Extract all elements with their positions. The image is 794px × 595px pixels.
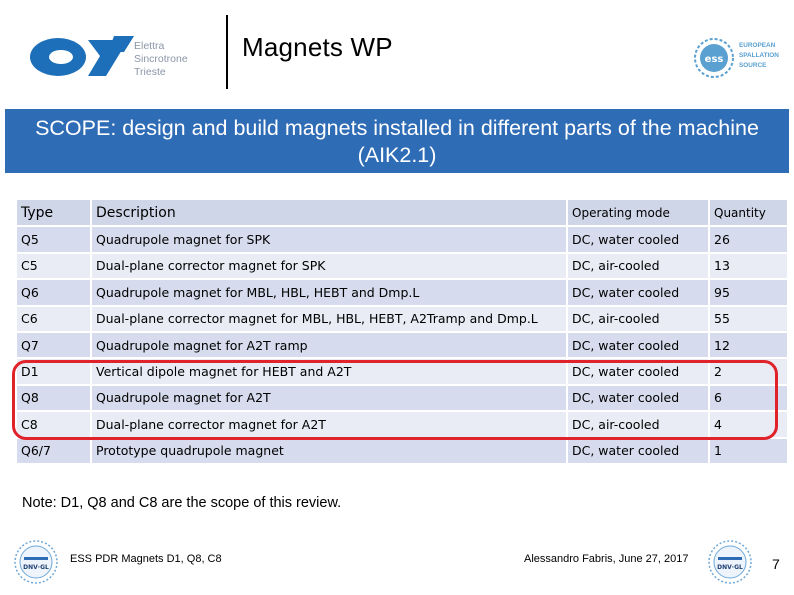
cell-quantity: 12 xyxy=(709,332,787,358)
cell-description: Quadrupole magnet for A2T ramp xyxy=(91,332,567,358)
ess-logo-mark-text: ess xyxy=(704,54,724,65)
cell-operating-mode: DC, air-cooled xyxy=(567,253,709,279)
cell-operating-mode: DC, air-cooled xyxy=(567,306,709,332)
elettra-logo-mark-icon xyxy=(28,32,146,82)
ess-logo-text xyxy=(739,41,779,71)
cell-quantity: 26 xyxy=(709,226,787,252)
cell-type: C5 xyxy=(17,253,91,279)
table-row xyxy=(17,306,787,332)
footer-left-text: ESS PDR Magnets D1, Q8, C8 xyxy=(70,553,222,565)
dnv-gl-logo-icon xyxy=(707,539,753,585)
footer-right-text: Alessandro Fabris, June 27, 2017 xyxy=(524,553,689,565)
cell-description: Vertical dipole magnet for HEBT and A2T xyxy=(91,358,567,384)
cell-type: Q5 xyxy=(17,226,91,252)
table-row xyxy=(17,226,787,252)
cell-quantity: 1 xyxy=(709,438,787,464)
cell-type: D1 xyxy=(17,358,91,384)
cell-quantity: 55 xyxy=(709,306,787,332)
dnv-gl-logo-text: DNV·GL xyxy=(717,564,743,571)
cell-operating-mode: DC, water cooled xyxy=(567,385,709,411)
ess-logo-line: EUROPEAN xyxy=(739,42,776,49)
cell-quantity: 2 xyxy=(709,358,787,384)
cell-description: Quadrupole magnet for SPK xyxy=(91,226,567,252)
dnv-gl-logo-icon xyxy=(13,539,59,585)
cell-description: Dual-plane corrector magnet for A2T xyxy=(91,411,567,437)
cell-description: Quadrupole magnet for MBL, HBL, HEBT and Dmp.L xyxy=(91,279,567,305)
elettra-logo-text xyxy=(134,40,188,79)
table-row xyxy=(17,332,787,358)
ess-logo xyxy=(693,36,789,86)
ess-logo-mark-icon xyxy=(693,36,735,80)
cell-description: Dual-plane corrector magnet for MBL, HBL, HEBT, A2Tramp and Dmp.L xyxy=(91,306,567,332)
cell-quantity: 13 xyxy=(709,253,787,279)
header-description: Description xyxy=(91,200,567,226)
cell-operating-mode: DC, water cooled xyxy=(567,358,709,384)
ess-logo-line: SOURCE xyxy=(739,62,767,69)
cell-description: Quadrupole magnet for A2T xyxy=(91,385,567,411)
cell-operating-mode: DC, water cooled xyxy=(567,279,709,305)
cell-description: Prototype quadrupole magnet xyxy=(91,438,567,464)
cell-type: C8 xyxy=(17,411,91,437)
cell-quantity: 95 xyxy=(709,279,787,305)
elettra-logo xyxy=(28,30,223,90)
cell-type: Q7 xyxy=(17,332,91,358)
cell-type: Q6/7 xyxy=(17,438,91,464)
cell-operating-mode: DC, air-cooled xyxy=(567,411,709,437)
header-quantity: Quantity xyxy=(709,200,787,226)
cell-operating-mode: DC, water cooled xyxy=(567,332,709,358)
cell-type: C6 xyxy=(17,306,91,332)
cell-type: Q8 xyxy=(17,385,91,411)
table-row xyxy=(17,438,787,464)
cell-description: Dual-plane corrector magnet for SPK xyxy=(91,253,567,279)
table-header-row xyxy=(17,200,787,226)
page-title: Magnets WP xyxy=(242,32,393,62)
elettra-logo-line: Sincrotrone xyxy=(134,53,188,65)
table-row xyxy=(17,279,787,305)
header-divider xyxy=(226,15,228,89)
cell-quantity: 6 xyxy=(709,385,787,411)
page-number: 7 xyxy=(772,556,780,572)
elettra-logo-line: Trieste xyxy=(134,66,166,78)
review-scope-highlight xyxy=(12,360,778,440)
scope-banner: SCOPE: design and build magnets installed in different parts of the machine (AIK2.1) xyxy=(5,109,789,173)
header-operating-mode: Operating mode xyxy=(567,200,709,226)
ess-logo-line: SPALLATION xyxy=(739,52,779,59)
scope-note: Note: D1, Q8 and C8 are the scope of this review. xyxy=(22,495,342,511)
cell-operating-mode: DC, water cooled xyxy=(567,438,709,464)
cell-operating-mode: DC, water cooled xyxy=(567,226,709,252)
dnv-gl-logo-text: DNV·GL xyxy=(23,564,49,571)
header-type: Type xyxy=(17,200,91,226)
elettra-logo-line: Elettra xyxy=(134,40,165,52)
table-row xyxy=(17,253,787,279)
cell-quantity: 4 xyxy=(709,411,787,437)
cell-type: Q6 xyxy=(17,279,91,305)
